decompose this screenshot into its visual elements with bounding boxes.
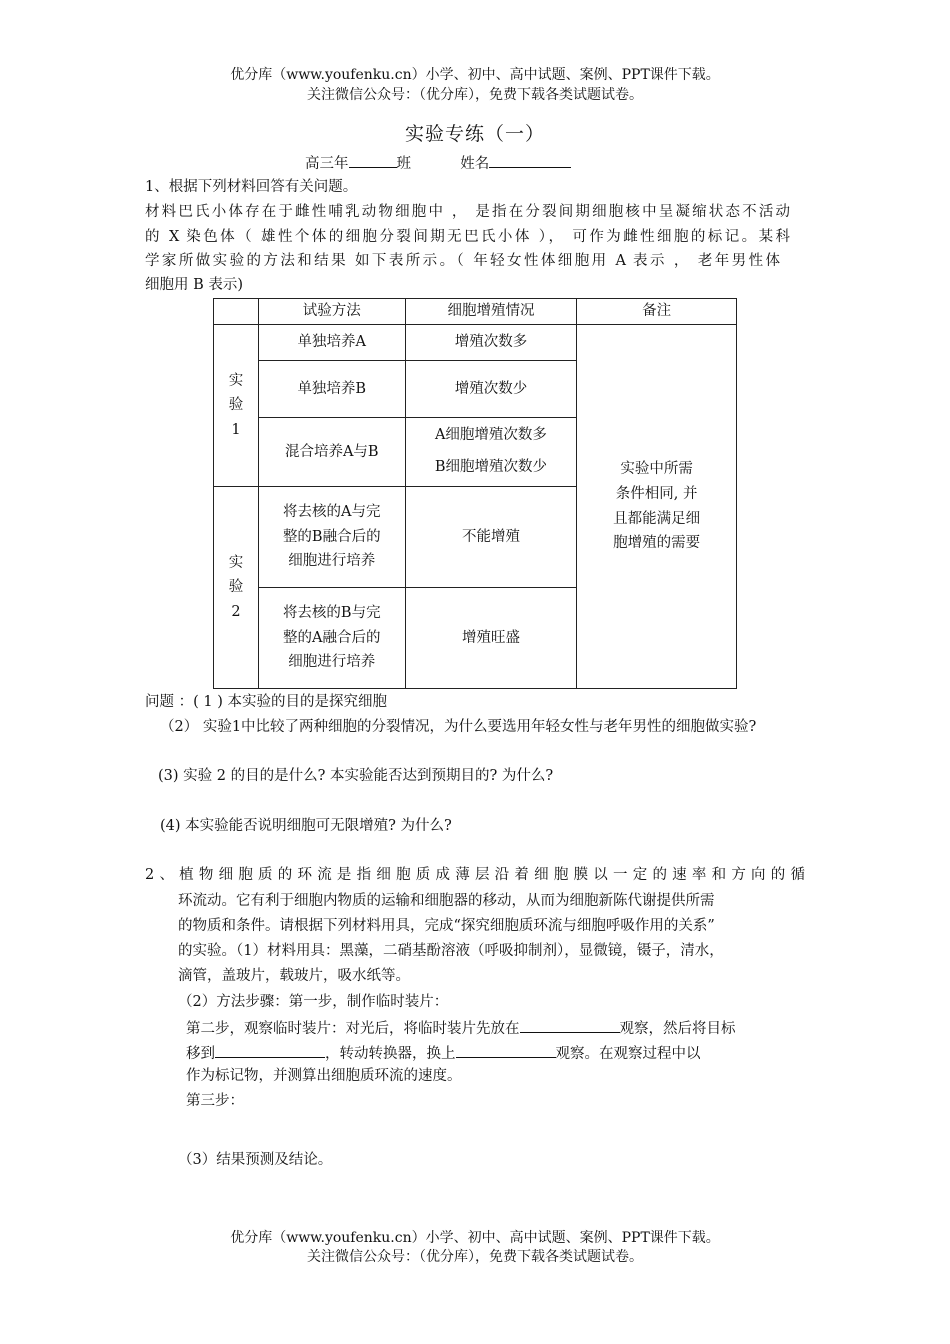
method-line: 细胞进行培养 <box>288 654 376 671</box>
q2-line-3: 的物质和条件。请根据下列材料用具，完成“探究细胞质环流与细胞呼吸作用的关系” <box>178 918 715 934</box>
name-blank <box>489 154 571 168</box>
student-info <box>305 154 571 172</box>
class-blank <box>349 154 397 168</box>
q2-line-2: 环流动。它有利于细胞内物质的运输和细胞器的移动，从而为细胞新陈代谢提供所需 <box>178 893 715 909</box>
result-cell: 不能增殖 <box>405 487 577 588</box>
method-cell <box>258 487 405 588</box>
blank-1 <box>520 1019 620 1033</box>
table-header-row <box>214 299 737 325</box>
q2-step2-text-b: 观察，然后将目标 <box>619 1021 736 1037</box>
header-method: 试验方法 <box>258 299 405 325</box>
exp1-label <box>214 325 259 487</box>
result-cell: 增殖次数少 <box>405 361 577 418</box>
footer-line-1: 优分库（www.youfenku.cn）小学、初中、高中试题、案例、PPT课件下载。 <box>230 1230 720 1246</box>
exp1-label-char: 1 <box>231 421 241 438</box>
q1-material-line-2: 的 X 染色体（ 雄性个体的细胞分裂间期无巴氏小体 ）， 可作为雌性细胞的标记。某科 <box>145 229 790 245</box>
class-prefix: 高三年 <box>305 156 349 172</box>
q2-step2-line-1 <box>186 1019 736 1037</box>
q2-step2-text-c: 移到 <box>186 1046 215 1062</box>
q1-material-line-1: 材料巴氏小体存在于雌性哺乳动物细胞中 ， 是指在分裂间期细胞核中呈凝缩状态不活动 <box>145 204 790 220</box>
method-cell: 混合培养A与B <box>258 418 405 487</box>
header-blank-cell <box>214 299 259 325</box>
class-suffix: 班 <box>396 156 411 172</box>
q2-line-5: 滴管，盖玻片，载玻片，吸水纸等。 <box>178 968 410 984</box>
exp1-label-char: 验 <box>228 397 244 414</box>
exp2-label-char: 验 <box>228 579 244 596</box>
q2-step2-text-e: 观察。在观察过程中以 <box>555 1046 701 1062</box>
result-cell: 增殖次数多 <box>405 325 577 361</box>
table-row <box>214 325 737 361</box>
exp1-label-char: 实 <box>228 372 244 389</box>
header-line-1: 优分库（www.youfenku.cn）小学、初中、高中试题、案例、PPT课件下载。 <box>230 67 720 83</box>
q1-question-1: 问题 ：( 1 ) 本实验的目的是探究细胞 <box>145 694 387 710</box>
q1-material-line-4: 细胞用 B 表示) <box>145 277 244 293</box>
q1-question-2: （2） 实验1中比较了两种细胞的分裂情况，为什么要选用年轻女性与老年男性的细胞做实验? <box>160 719 757 735</box>
q2-line-1: 2、植物细胞质的环流是指细胞质成薄层沿着细胞膜以一定的速率和方向的循 <box>145 867 805 883</box>
result-line: A细胞增殖次数多 <box>434 427 547 444</box>
note-line: 条件相同, 并 <box>615 485 698 502</box>
method-cell: 单独培养A <box>258 325 405 361</box>
q2-step2-text-a: 第二步，观察临时装片：对光后，将临时装片先放在 <box>186 1021 520 1037</box>
q2-step2-text-d: ，转动转换器，换上 <box>325 1046 456 1062</box>
q2-result: （3）结果预测及结论。 <box>178 1152 333 1168</box>
result-cell: 增殖旺盛 <box>405 588 577 689</box>
header-line-2: 关注微信公众号：（优分库），免费下载各类试题试卷。 <box>307 87 643 103</box>
note-line: 且都能满足细 <box>613 510 701 527</box>
header-result: 细胞增殖情况 <box>405 299 577 325</box>
q1-material-line-3: 学家所做实验的方法和结果 如下表所示。（ 年轻女性体细胞用 A 表示 ， 老年男性体 <box>145 253 780 269</box>
exp2-label <box>214 487 259 689</box>
result-cell <box>405 418 577 487</box>
page-title: 实验专练（一） <box>404 123 545 145</box>
exp2-label-char: 实 <box>228 554 244 571</box>
note-line: 胞增殖的需要 <box>613 535 701 552</box>
method-line: 将去核的A与完 <box>283 504 381 521</box>
q1-heading: 1、根据下列材料回答有关问题。 <box>145 179 358 195</box>
q2-line-4: 的实验。（1）材料用具：黑藻，二硝基酚溶液（呼吸抑制剂），显微镜，镊子，清水， <box>178 943 724 959</box>
blank-2 <box>215 1044 325 1058</box>
note-line: 实验中所需 <box>620 461 693 478</box>
blank-3 <box>456 1044 556 1058</box>
method-line: 细胞进行培养 <box>288 553 376 570</box>
q2-step-intro: （2）方法步骤：第一步，制作临时装片： <box>178 994 449 1010</box>
method-cell: 单独培养B <box>258 361 405 418</box>
exp2-label-char: 2 <box>231 603 241 620</box>
result-line: B细胞增殖次数少 <box>434 459 548 475</box>
q1-question-3: (3) 实验 2 的目的是什么? 本实验能否达到预期目的? 为什么? <box>158 768 554 784</box>
method-cell <box>258 588 405 689</box>
note-cell <box>577 325 737 689</box>
method-line: 将去核的B与完 <box>282 605 381 622</box>
method-line: 整的A融合后的 <box>283 629 381 646</box>
footer-line-2: 关注微信公众号：（优分库），免费下载各类试题试卷。 <box>307 1249 643 1265</box>
q2-step2-line-3: 作为标记物，并测算出细胞质环流的速度。 <box>186 1068 462 1084</box>
q2-step2-line-2 <box>186 1044 701 1062</box>
experiment-table <box>213 298 737 689</box>
q1-question-4: (4) 本实验能否说明细胞可无限增殖? 为什么? <box>160 818 452 834</box>
header-note: 备注 <box>577 299 737 325</box>
method-line: 整的B融合后的 <box>282 528 381 545</box>
name-label: 姓名 <box>460 156 490 172</box>
q2-step3: 第三步： <box>186 1093 244 1109</box>
